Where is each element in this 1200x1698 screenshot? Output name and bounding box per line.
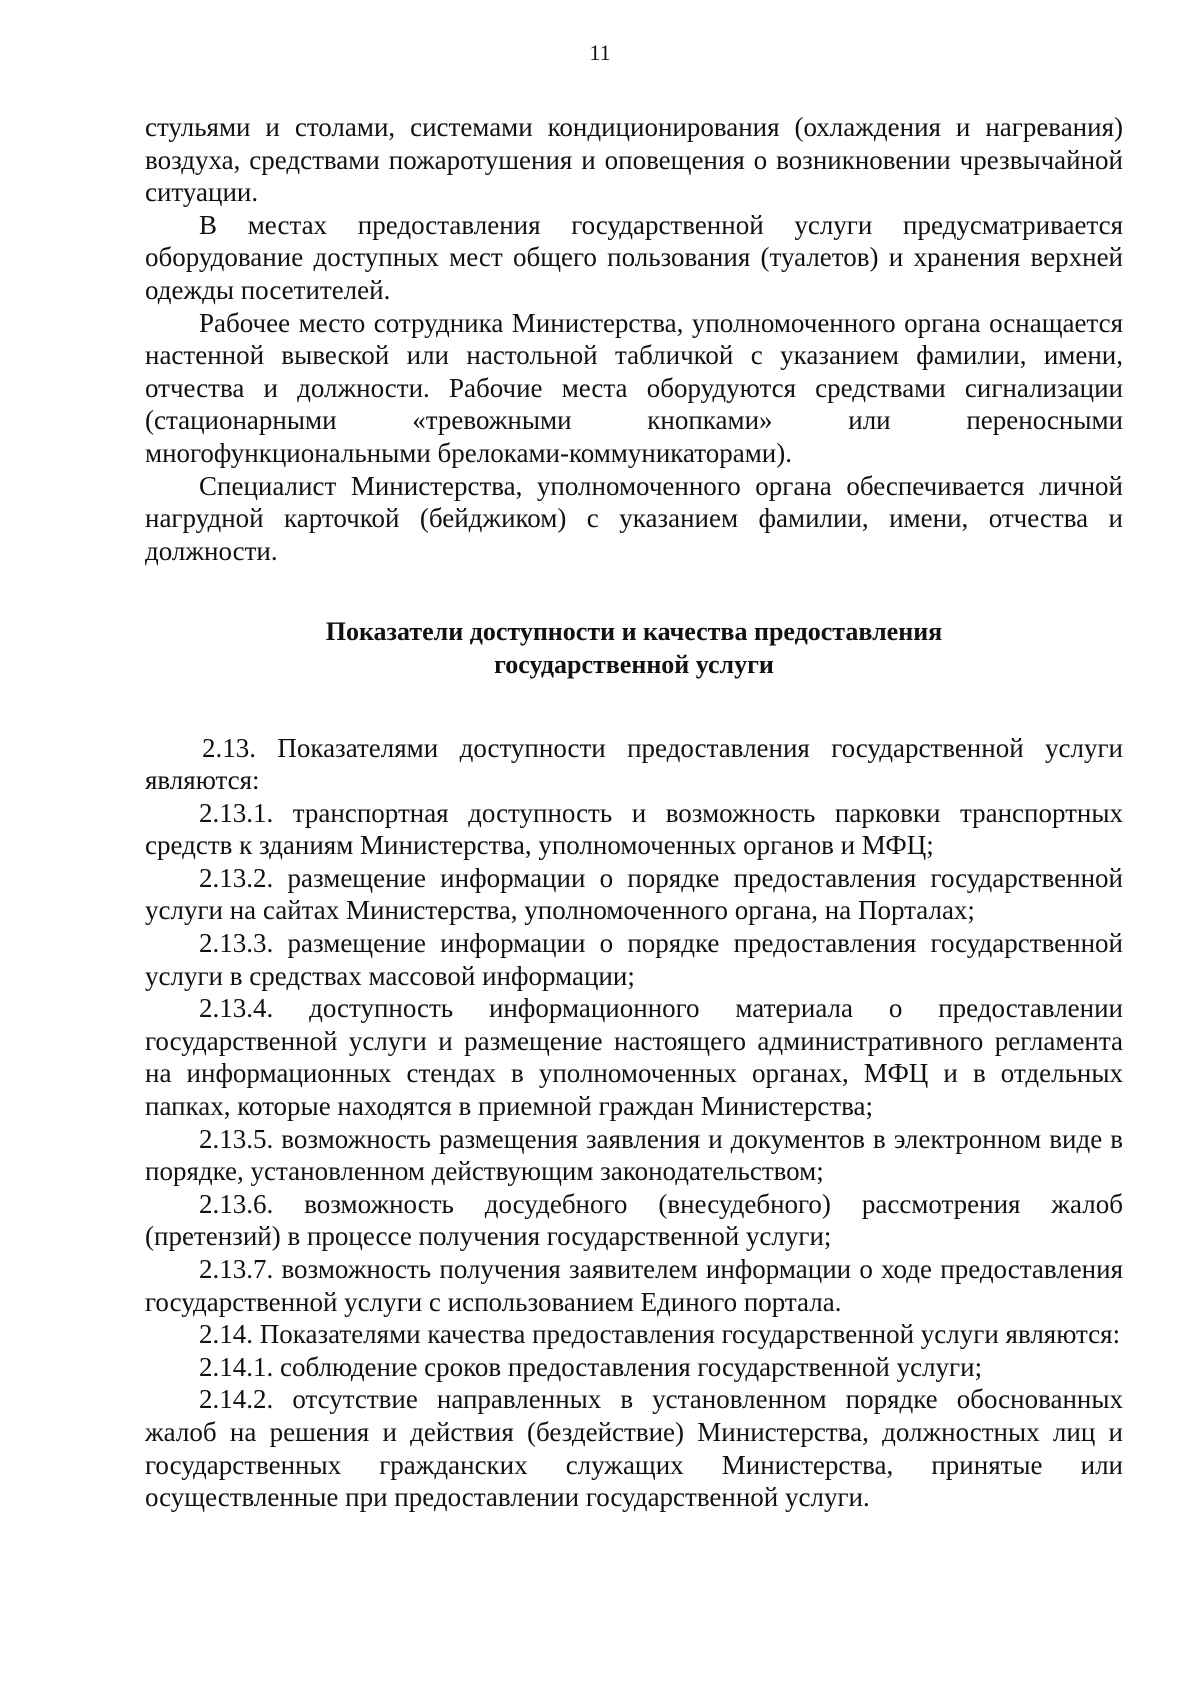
- paragraph-workplace: Рабочее место сотрудника Министерства, уполномоченного органа оснащается настенной вывеской или настольной табличкой с указанием фамилии, имени, отчества и должности. Рабочие места оборудуются средствами сигнализации (стационарными «тревожными кнопками» или переносными многофункциональными брелоками-коммуникаторами).: [145, 307, 1123, 468]
- list-item-2-13-3: 2.13.3. размещение информации о порядке предоставления государственной услуги в средствах массовой информации;: [145, 928, 1123, 991]
- list-item-2-14-1: 2.14.1. соблюдение сроков предоставления государственной услуги;: [199, 1351, 983, 1382]
- continuation-paragraph: стульями и столами, системами кондиционирования (охлаждения и нагревания) воздуха, средствами пожаротушения и оповещения о возникновении чрезвычайной ситуации.: [145, 112, 1123, 208]
- list-item-2-13-7: 2.13.7. возможность получения заявителем информации о ходе предоставления государственной услуги с использованием Единого портала.: [145, 1254, 1123, 1317]
- list-item-2-13-6: 2.13.6. возможность досудебного (внесудебного) рассмотрения жалоб (претензий) в процессе получения государственной услуги;: [145, 1188, 1123, 1252]
- section-heading-line-2: государственной услуги: [494, 649, 774, 679]
- list-item-2-14: 2.14. Показателями качества предоставления государственной услуги являются:: [199, 1319, 1121, 1350]
- page-number: 11: [589, 40, 611, 65]
- list-item-2-13-5: 2.13.5. возможность размещения заявления и документов в электронном виде в порядке, установленном действующим законодательством;: [145, 1123, 1123, 1187]
- paragraph-facilities: В местах предоставления государственной услуги предусматривается оборудование доступных мест общего пользования (туалетов) и хранения верхней одежды посетителей.: [145, 209, 1123, 305]
- section-heading-line-1: Показатели доступности и качества предоставления: [325, 617, 943, 647]
- list-item-2-13-1: 2.13.1. транспортная доступность и возможность парковки транспортных средств к зданиям Министерства, уполномоченных органов и МФЦ;: [145, 797, 1123, 861]
- list-item-2-13-4: 2.13.4. доступность информационного материала о предоставлении государственной услуги и размещение настоящего административного регламента на информационных стендах в уполномоченных органах, МФЦ и в отдельных папках, которые находятся в приемной граждан Министерства;: [145, 993, 1123, 1122]
- document-body: [145, 111, 1123, 1514]
- paragraph-badge: Специалист Министерства, уполномоченного органа обеспечивается личной нагрудной карточкой (бейджиком) с указанием фамилии, имени, отчества и должности.: [145, 470, 1123, 566]
- list-item-2-13: 2.13. Показателями доступности предоставления государственной услуги являются:: [145, 732, 1123, 796]
- section-heading: [145, 616, 1123, 681]
- list-item-2-14-2: 2.14.2. отсутствие направленных в установленном порядке обоснованных жалоб на решения и действия (бездействие) Министерства, должностных лиц и государственных гражданских служащих Министерства, принятые или осуществленные при предоставлении государственной услуги.: [145, 1384, 1123, 1513]
- list-item-2-13-2: 2.13.2. размещение информации о порядке предоставления государственной услуги на сайтах Министерства, уполномоченного органа, на Порталах;: [145, 862, 1123, 926]
